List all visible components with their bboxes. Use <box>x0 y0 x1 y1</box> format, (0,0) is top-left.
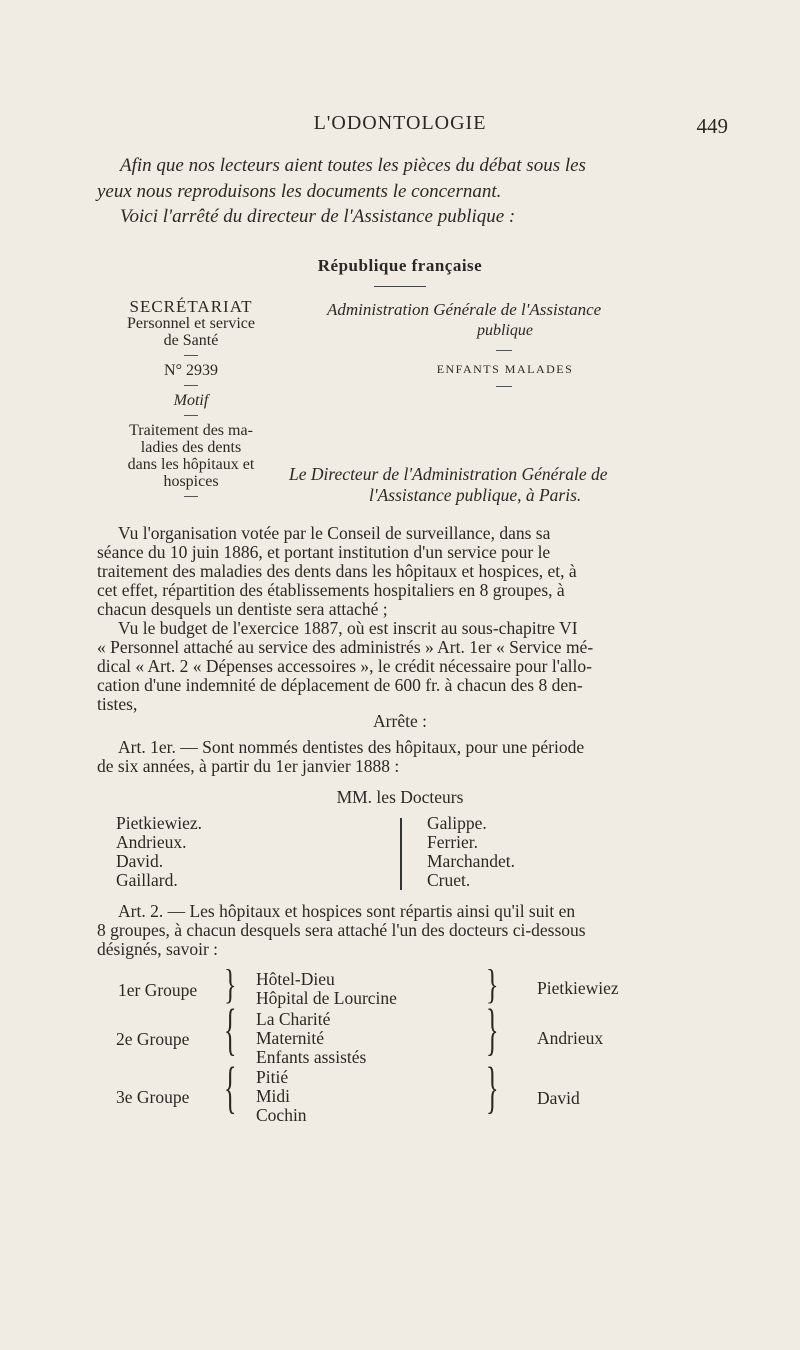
hospital-name: Pitié <box>256 1067 289 1087</box>
traitement-line-1: Traitement des ma- <box>129 422 253 439</box>
group-hospitals <box>256 1068 307 1125</box>
hospital-name: Cochin <box>256 1105 307 1125</box>
intro-line-1: Afin que nos lecteurs aient toutes les pièces du débat sous les <box>120 155 586 176</box>
p2-line-1: Vu le budget de l'exercice 1887, où est inscrit au sous-chapitre VI <box>118 618 578 638</box>
hospital-name: Hôpital de Lourcine <box>256 988 397 1008</box>
p1-line-5: chacun desquels un dentiste sera attaché ; <box>97 599 388 619</box>
group-hospitals <box>256 1010 366 1067</box>
p2-line-4: cation d'une indemnité de déplacement de 600 fr. à chacun des 8 den- <box>97 675 583 695</box>
group-doctor: David <box>537 1088 580 1108</box>
running-title: L'ODONTOLOGIE <box>313 112 487 134</box>
traitement-line-4: hospices <box>163 473 219 490</box>
doctors-left-column <box>116 814 202 890</box>
dash-divider <box>184 415 198 416</box>
art2-line-3: désignés, savoir : <box>97 939 219 959</box>
arrete-heading: Arrête : <box>373 711 427 731</box>
sante-label: de Santé <box>163 332 219 349</box>
group-label: 3e Groupe <box>116 1087 190 1107</box>
hospital-name: La Charité <box>256 1009 331 1029</box>
doctor-name: Marchandet. <box>427 851 515 871</box>
hospital-name: Maternité <box>256 1028 325 1048</box>
group-hospitals <box>256 970 397 1008</box>
traitement-line-2: ladies des dents <box>140 439 242 456</box>
dash-divider <box>184 355 198 356</box>
personnel-label: Personnel et service <box>127 315 255 332</box>
hospital-name: Hôtel-Dieu <box>256 969 335 989</box>
numero-label: N° 2939 <box>164 362 218 379</box>
dash-divider <box>496 386 512 387</box>
admin-line-2: publique <box>477 322 533 339</box>
doctor-name: Pietkiewiez. <box>116 813 203 833</box>
doctor-name: Cruet. <box>427 870 471 890</box>
left-brace: { <box>224 998 237 1062</box>
right-brace: } <box>486 1056 499 1120</box>
page-number: 449 <box>696 114 728 138</box>
group-label: 1er Groupe <box>118 980 198 1000</box>
group-doctor: Pietkiewiez <box>537 978 619 998</box>
motif-label: Motif <box>173 392 209 409</box>
intro-line-2: yeux nous reproduisons les documents le concernant. <box>97 181 502 202</box>
hospital-name: Enfants assistés <box>256 1047 367 1067</box>
dash-divider <box>184 385 198 386</box>
p1-line-1: Vu l'organisation votée par le Conseil de surveillance, dans sa <box>118 523 551 543</box>
right-brace: } <box>486 961 499 1008</box>
doctor-name: David. <box>116 851 164 871</box>
art1-line-2: de six années, à partir du 1er janvier 1888 : <box>97 756 400 776</box>
p2-line-5: tistes, <box>97 694 138 714</box>
mm-docteurs: MM. les Docteurs <box>336 787 464 807</box>
left-brace: } <box>224 961 237 1008</box>
doctor-name: Ferrier. <box>427 832 479 852</box>
doctor-name: Andrieux. <box>116 832 187 852</box>
left-admin-block <box>96 298 286 503</box>
group-label: 2e Groupe <box>116 1029 190 1049</box>
dash-divider <box>184 496 198 497</box>
p2-line-2: « Personnel attaché au service des administrés » Art. 1er « Service mé- <box>97 637 594 657</box>
secretariat-label: SECRÉTARIAT <box>129 297 253 316</box>
hospital-name: Midi <box>256 1086 291 1106</box>
directeur-line-2: l'Assistance publique, à Paris. <box>369 485 582 505</box>
doctors-right-column <box>427 814 515 890</box>
enfants-malades-label: ENFANTS MALADES <box>436 362 574 376</box>
right-brace: } <box>486 998 499 1062</box>
group-doctor: Andrieux <box>537 1028 604 1048</box>
admin-line-1: Administration Générale de l'Assistance <box>327 300 602 319</box>
left-brace: { <box>224 1056 237 1120</box>
column-divider <box>400 818 402 890</box>
art2-line-2: 8 groupes, à chacun desquels sera attaché l'un des docteurs ci-dessous <box>97 920 586 940</box>
republique-heading: République française <box>317 256 483 275</box>
art1-line-1: Art. 1er. — Sont nommés dentistes des hôpitaux, pour une période <box>118 737 585 757</box>
p1-line-3: traitement des maladies des dents dans les hôpitaux et hospices, et, à <box>97 561 577 581</box>
art2-line-1: Art. 2. — Les hôpitaux et hospices sont répartis ainsi qu'il suit en <box>118 901 576 921</box>
heading-rule <box>374 286 426 287</box>
intro-line-3: Voici l'arrêté du directeur de l'Assistance publique : <box>120 206 516 227</box>
p1-line-4: cet effet, répartition des établissements hospitaliers en 8 groupes, à <box>97 580 565 600</box>
doctor-name: Gaillard. <box>116 870 178 890</box>
directeur-line-1: Le Directeur de l'Administration Générale de <box>289 464 608 484</box>
p2-line-3: dical « Art. 2 « Dépenses accessoires », le crédit nécessaire pour l'allo- <box>97 656 592 676</box>
p1-line-2: séance du 10 juin 1886, et portant institution d'un service pour le <box>97 542 551 562</box>
doctor-name: Galippe. <box>427 813 487 833</box>
dash-divider <box>496 350 512 351</box>
traitement-line-3: dans les hôpitaux et <box>127 456 255 473</box>
